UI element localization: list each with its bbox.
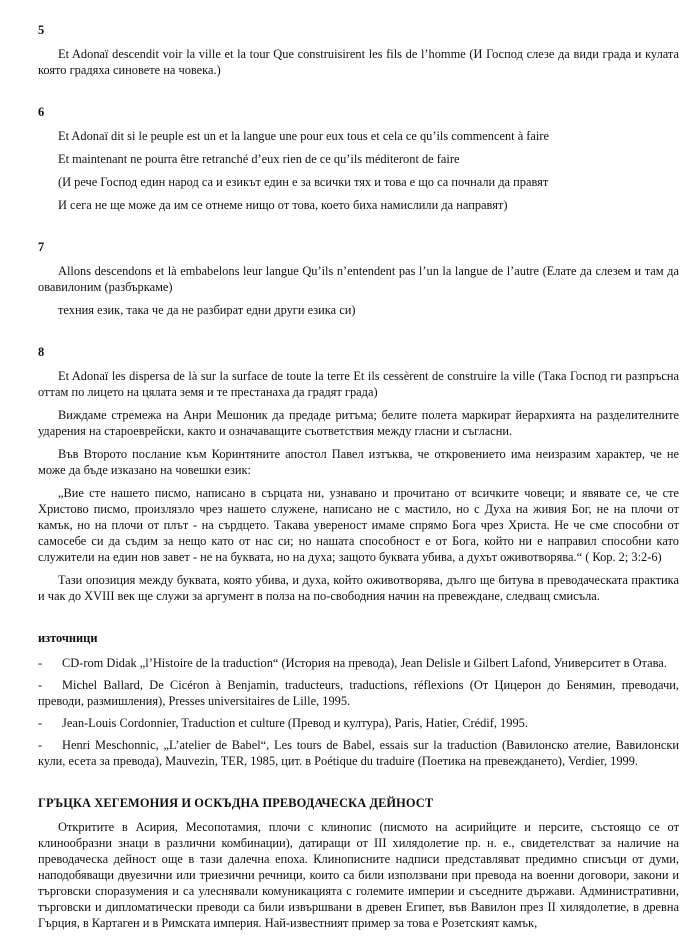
verse-5: [38, 22, 679, 78]
body-paragraph: Откритите в Асирия, Месопотамия, плочи с клинопис (писмото на асирийците и персите, състоящо се от клинообразни знаци в различни комбинации), датиращи от III хилядолетие пр. н. е., свидетелстват за наличие на преводаческа дейност още в тази далечна епоха. Клинописните надписи представляват предимно списъци от думи, наподобяващи двуезични или триезични речници, които са били използвани при превода на военни договори, закони и търговски споразумения и са улеснявали комуникацията с големите империи и съседните държави. Административни, търговски и дипломатически преводи са били извършвани в древен Египет, във Вавилон през II хилядолетие, в древна Гърция, в Картаген и в Римската империя. Най-известният пример за това е Розетският камък,: [38, 820, 679, 930]
source-item: [38, 655, 679, 671]
verse-8: [38, 344, 679, 604]
chapter-title: ГРЪЦКА ХЕГЕМОНИЯ И ОСКЪДНА ПРЕВОДАЧЕСКА ДЕЙНОСТ: [38, 796, 434, 810]
verse-text: Et maintenant ne pourra être retranché d’eux rien de ce qu’ils méditeront de faire: [58, 152, 460, 166]
source-text: Jean-Louis Cordonnier, Traduction et culture (Превод и култура), Paris, Hatier, Crédif, 1995.: [62, 716, 528, 730]
verse-text: Allons descendons et là embabelons leur langue Qu’ils n’entendent pas l’un la langue de l’autre (Елате да слезем и там да овавилоним (разбъркаме): [38, 264, 679, 294]
sources-section: [38, 630, 679, 769]
body-paragraph: Виждаме стремежа на Анри Мешоник да предаде ритъма; белите полета маркират йерархията на разделителните ударения на староеврейски, както и означаващите съответствия между гласни и съгласни.: [38, 408, 679, 438]
source-item: [38, 677, 679, 709]
source-text: Henri Meschonnic, „L’atelier de Babel“, Les tours de Babel, essais sur la traduction (Вавилонско ателие, Вавилонски кули, есета за превода), Mauvezin, TER, 1985, цит. в Poétique du traduire (Поетика на превеждането), Verdier, 1999.: [38, 738, 679, 768]
list-dash: -: [38, 656, 43, 670]
list-dash: -: [38, 678, 43, 692]
verse-text: И сега не ще може да им се отнеме нищо от това, което биха намислили да направят): [58, 198, 508, 212]
verse-number: 7: [38, 240, 45, 254]
sources-heading: източници: [38, 631, 98, 645]
verse-text: Et Adonaï les dispersa de là sur la surface de toute la terre Et ils cessèrent de construire la ville (Така Господ ги разпръсна оттам по лицето на цялата земя и те престанаха да градят града): [38, 369, 679, 399]
list-dash: -: [38, 716, 43, 730]
verse-text: Et Adonaï dit si le peuple est un et la langue une pour eux tous et cela ce qu’ils commencent à faire: [58, 129, 549, 143]
verse-text: техния език, така че да не разбират едни други езика си): [58, 303, 356, 317]
source-text: Michel Ballard, De Cicéron à Benjamin, traducteurs, traductions, réflexions (От Цицерон до Бенямин, преводачи, преводи, размишления), Presses universitaires de Lille, 1995.: [38, 678, 679, 708]
body-paragraph: Тази опозиция между буквата, която убива, и духа, който оживотворява, дълго ще битува в преводаческата практика и чак до XVIII век ще служи за аргумент в полза на по-свободния начин на превеждане, следващ смисъла.: [38, 573, 679, 603]
source-item: [38, 715, 679, 731]
source-item: [38, 737, 679, 769]
verse-7: [38, 239, 679, 318]
verse-number: 8: [38, 345, 45, 359]
chapter-section: [38, 795, 679, 931]
verse-number: 6: [38, 105, 45, 119]
source-text: CD-rom Didak „l’Histoire de la traduction“ (История на превода), Jean Delisle и Gilbert Lafond, Университет в Отава.: [62, 656, 667, 670]
scripture-quote: „Вие сте нашето писмо, написано в сърцата ни, узнавано и прочитано от всичките човеци; и явявате се, че сте Христово писмо, произлязло чрез нашето служене, написано не с мастило, но с Духа на живия Бог, не на плочи от камък, но на плочи от плът - на сърдцето. Такава увереност имаме спрямо Бога чрез Христа. Не че сме способни от самосебе си да съдим за нещо като от нас си; но нашата способност е от Бога, който ни е направил способни като служители на един нов завет - не на буквата, но на духа; защото буквата убива, а духът оживотворява.“ ( Кор. 2; 3:2-6): [38, 486, 679, 564]
list-dash: -: [38, 738, 43, 752]
body-paragraph: Във Второто послание към Коринтяните апостол Павел изтъква, че откровението има неизразим характер, че не може да бъде изказано на човешки език:: [38, 447, 679, 477]
verse-6: [38, 104, 679, 213]
verse-text: Et Adonaï descendit voir la ville et la tour Que construisirent les fils de l’homme (И Господ слезе да види града и кулата която градяха синовете на човека.): [38, 47, 679, 77]
verse-text: (И рече Господ един народ са и езикът един е за всички тях и това е що са почнали да правят: [58, 175, 549, 189]
verse-number: 5: [38, 23, 45, 37]
document-page: [38, 22, 679, 938]
